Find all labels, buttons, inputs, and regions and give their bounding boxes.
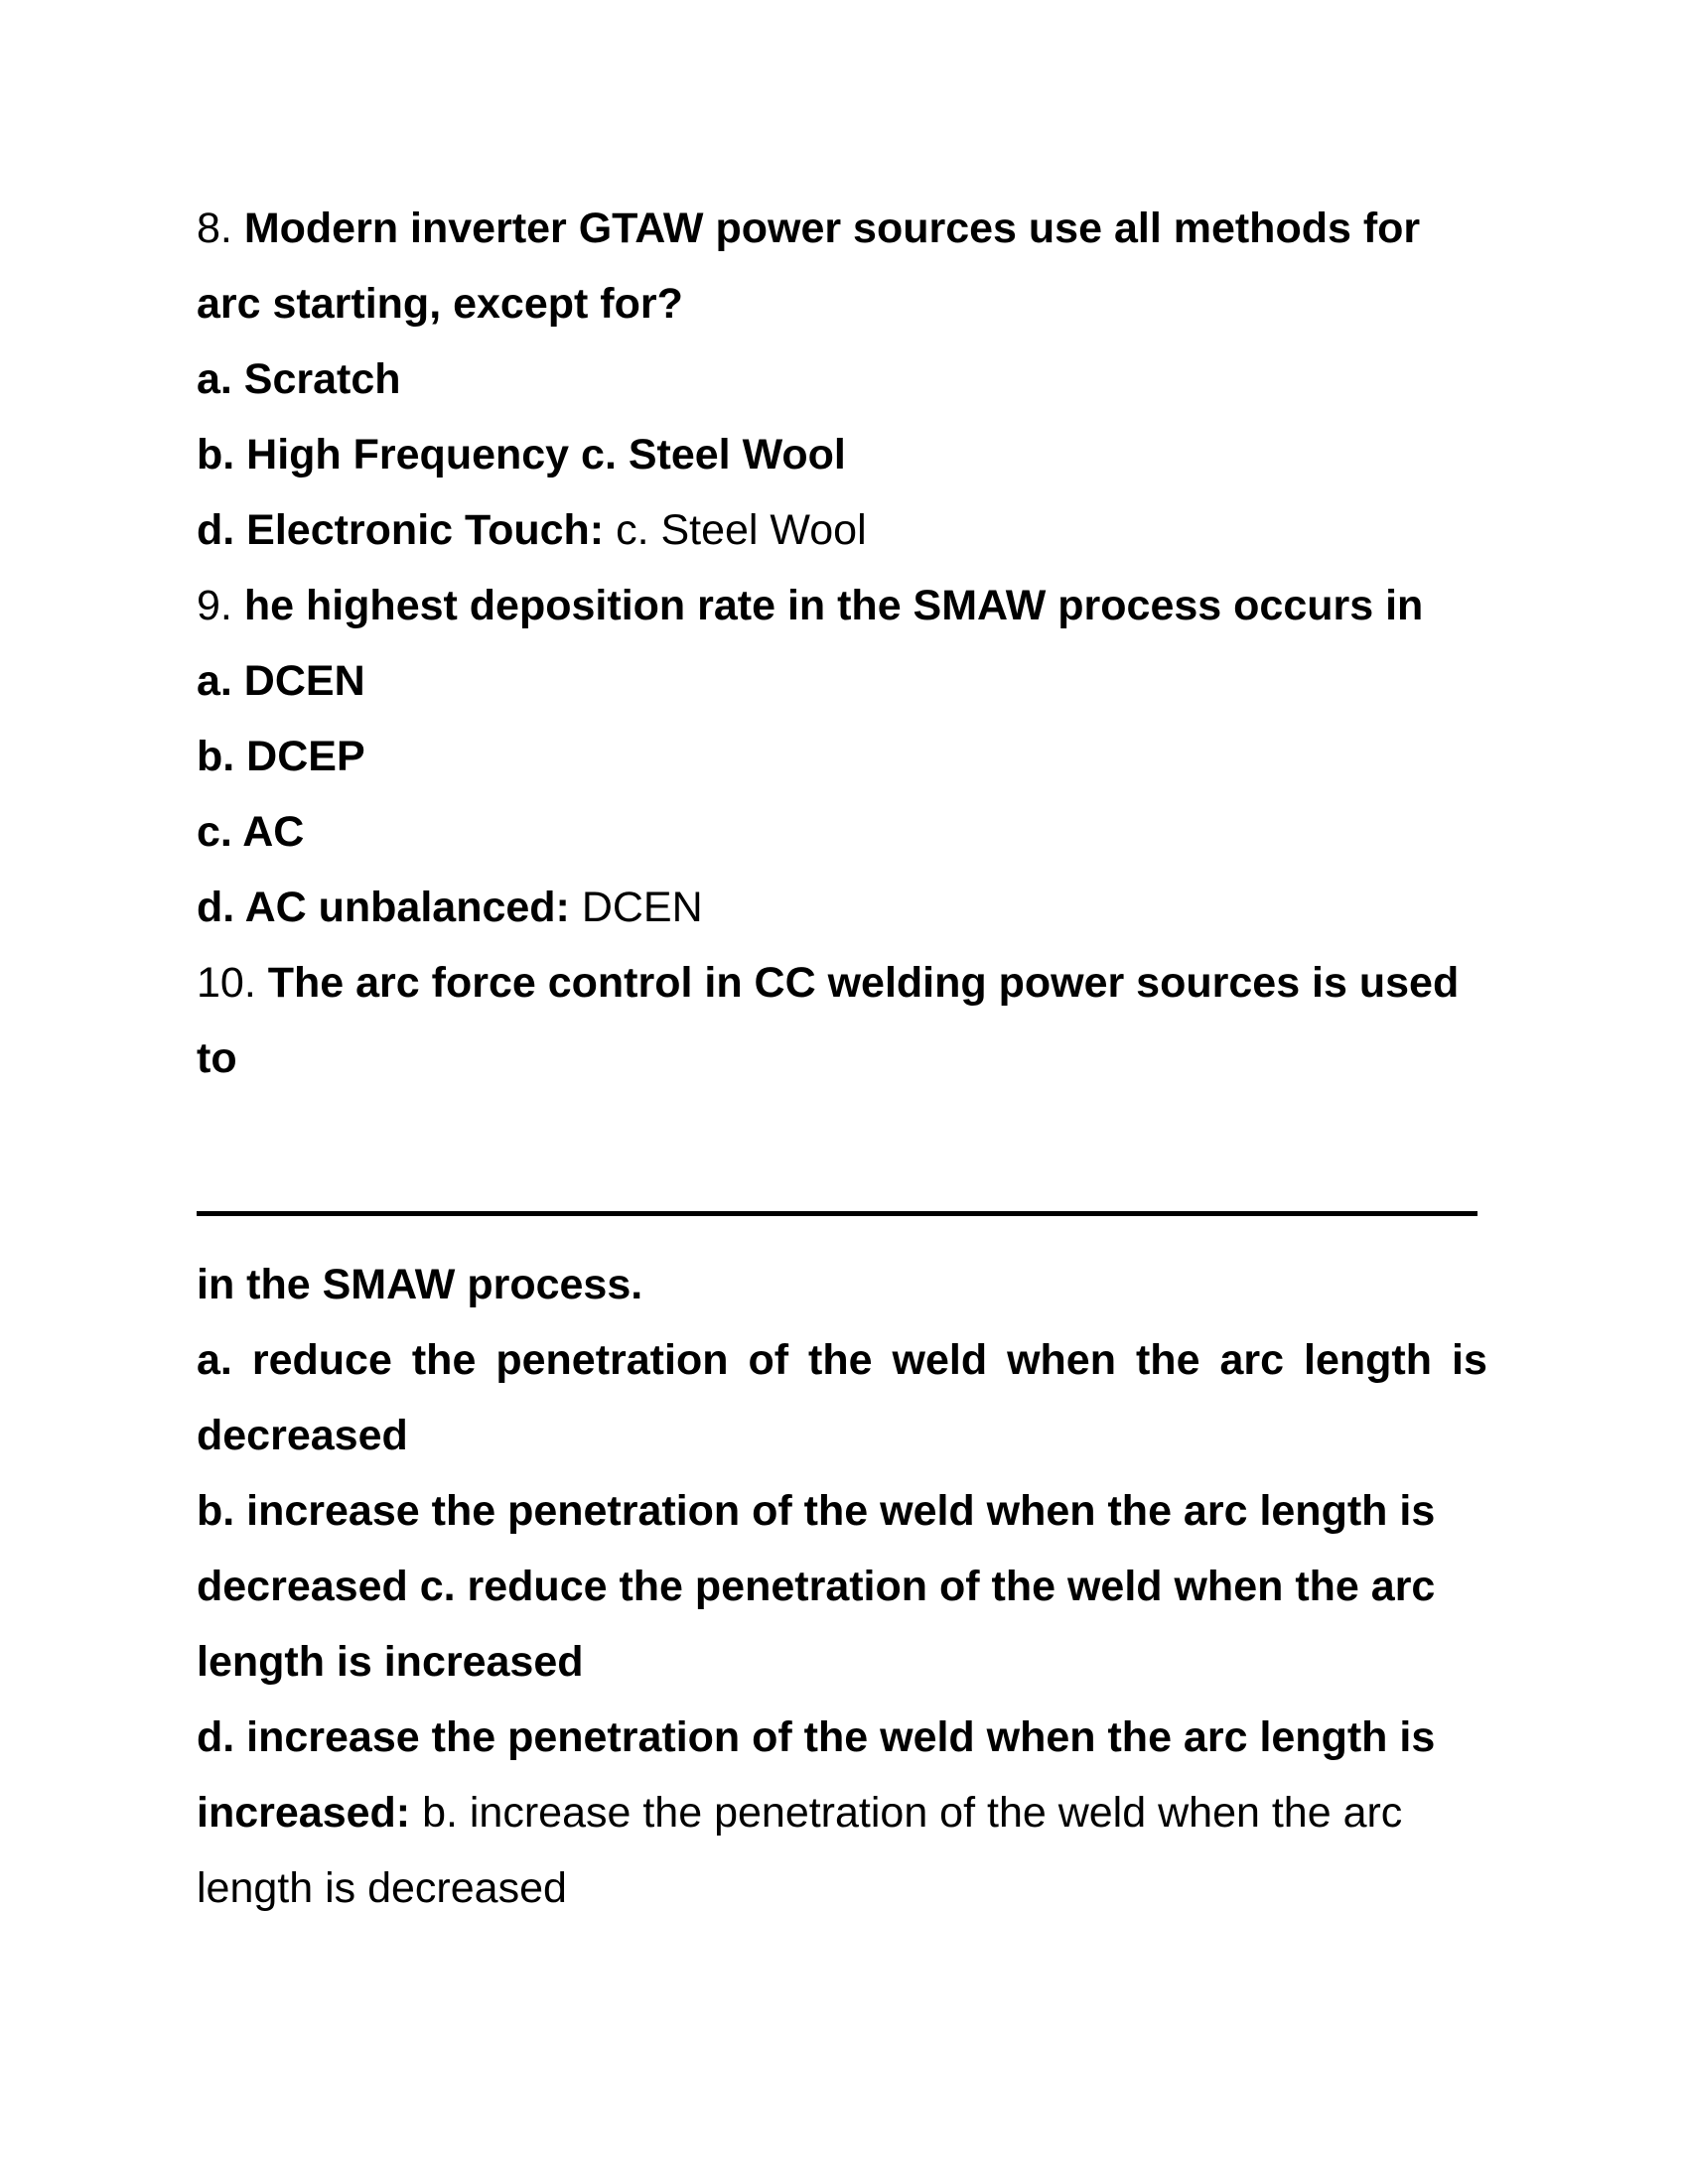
document-page [197,191,1487,1926]
q10-option-d-line1: d. increase the penetration of the weld when the arc length is [197,1713,1436,1761]
q9-option-d [197,870,1487,945]
q9-number: 9. [197,582,232,629]
q10-option-a-word: length [1304,1336,1433,1384]
q8-stem-line2: arc starting, except for? [197,280,683,328]
q8-option-a: a. Scratch [197,355,401,403]
q10-option-a-word: when [1007,1336,1116,1384]
q8-answer: c. Steel Wool [616,506,867,554]
q10-number: 10. [197,959,256,1007]
q10-option-a-word: is [1452,1336,1487,1384]
q9-stem [197,568,1487,643]
blank-underline [197,1211,1477,1216]
q10-option-a-word: the [808,1336,873,1384]
q10-option-a-word: the [411,1336,477,1384]
q8-option-b-c: b. High Frequency c. Steel Wool [197,431,846,478]
q10-option-d-label: increased: [197,1789,411,1837]
fill-in-blank-line [197,1096,1487,1247]
q10-stem-line2: to [197,1034,237,1082]
q8-number: 8. [197,205,232,252]
q10-stem-text: The arc force control in CC welding power sources is used [267,959,1460,1007]
q10-option-b-line3: length is increased [197,1638,584,1686]
q10-option-b-line2: decreased c. reduce the penetration of the weld when the arc [197,1563,1436,1610]
q9-option-d-label: d. AC unbalanced: [197,884,570,931]
q10-option-a-word: a. [197,1336,232,1384]
q10-option-a-line1 [197,1322,1487,1398]
q10-stem-line1 [197,945,1487,1021]
q10-option-a-word: penetration [495,1336,729,1384]
q10-option-a-word: of [748,1336,789,1384]
q10-option-a-word: reduce [251,1336,392,1384]
q10-answer-line2: length is decreased [197,1864,567,1912]
q8-option-d-label: d. Electronic Touch: [197,506,605,554]
q8-stem-line1 [197,191,1487,266]
q8-option-d [197,492,1487,568]
q10-stem-line3: in the SMAW process. [197,1261,643,1308]
q9-option-a: a. DCEN [197,657,365,705]
q10-option-a-word: arc [1219,1336,1285,1384]
q9-option-b: b. DCEP [197,733,365,780]
q10-answer-line1: b. increase the penetration of the weld when the arc [422,1789,1403,1837]
q9-stem-text: he highest deposition rate in the SMAW process occurs in [243,582,1424,629]
q9-option-c: c. AC [197,808,305,856]
q10-option-b-line1: b. increase the penetration of the weld when the arc length is [197,1487,1436,1535]
q10-option-d-line2 [197,1775,1487,1850]
q8-stem-text: Modern inverter GTAW power sources use all methods for [243,205,1421,252]
q10-option-a-word: weld [892,1336,988,1384]
q10-option-a-line2: decreased [197,1412,408,1459]
q10-option-a-word: the [1135,1336,1200,1384]
q9-answer: DCEN [581,884,703,931]
